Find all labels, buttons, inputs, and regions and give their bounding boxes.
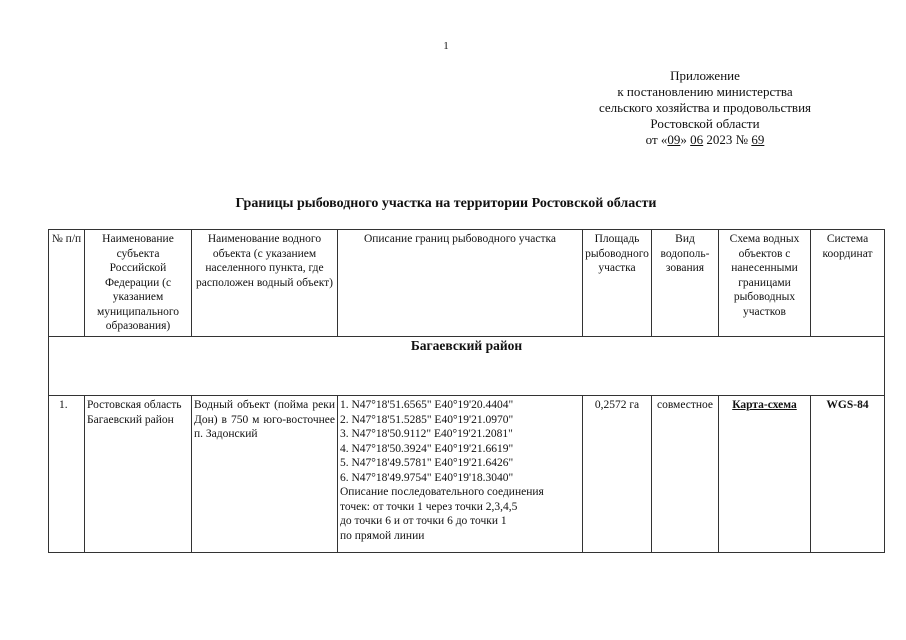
- date-year: 2023 №: [703, 132, 752, 147]
- appendix-line: к постановлению министерства: [617, 84, 793, 99]
- coordinate-point: 4. N47°18'50.3924" E40°19'21.6619": [340, 442, 514, 455]
- row-subject: Ростовская область Багаевский район: [85, 396, 192, 553]
- row-boundaries: [338, 396, 583, 553]
- header-cell-area: Площадь рыбоводного участка: [583, 230, 652, 337]
- header-cell-subject: Наименование субъекта Российской Федерации (с указанием муниципального образования): [85, 230, 192, 337]
- date-sep: »: [680, 132, 691, 147]
- doc-number: 69: [751, 132, 765, 147]
- row-area: 0,2572 га: [583, 396, 652, 553]
- table-row: [49, 396, 885, 553]
- header-cell-usage-type: Вид водополь-зования: [652, 230, 719, 337]
- coordinate-point: 1. N47°18'51.6565" E40°19'20.4404": [340, 399, 514, 411]
- row-number: 1.: [49, 396, 85, 553]
- coordinate-point: 6. N47°18'49.9754" E40°19'18.3040": [340, 471, 514, 484]
- header-cell-boundaries: Описание границ рыбоводного участка: [338, 230, 583, 337]
- district-row: [49, 337, 885, 396]
- document-title: Границы рыбоводного участка на территории Ростовской области: [235, 196, 657, 211]
- header-cell-water-object: Наименование водного объекта (с указанием населенного пункта, где расположен водный объект): [192, 230, 338, 337]
- appendix-date-line: [540, 132, 870, 148]
- row-usage-type: [652, 396, 719, 553]
- boundaries-table: [48, 229, 885, 553]
- appendix-line: сельского хозяйства и продовольствия: [598, 100, 812, 115]
- usage-type-text: совместное: [656, 399, 714, 411]
- header-cell-coordinate-system: Система координат: [811, 230, 885, 337]
- coordinate-point: 5. N47°18'49.5781" E40°19'21.6426": [340, 457, 514, 469]
- row-coordinate-system: WGS-84: [811, 396, 885, 553]
- connection-description-line: по прямой линии: [340, 529, 425, 542]
- date-month: 06: [690, 132, 704, 147]
- row-water-object: Водный объект (пойма реки Дон) в 750 м юго-восточнее п. Задонский: [192, 396, 338, 553]
- header-cell-map-scheme: Схема водных объектов с нанесенными границами рыбоводных участков: [719, 230, 811, 337]
- date-day: 09: [667, 132, 681, 147]
- map-scheme-link[interactable]: Карта-схема: [732, 399, 797, 411]
- connection-description-line: точек: от точки 1 через точки 2,3,4,5: [340, 500, 518, 513]
- coordinate-point: 2. N47°18'51.5285" E40°19'21.0970": [340, 413, 514, 426]
- page-number: 1: [443, 40, 449, 52]
- appendix-line: Приложение: [670, 68, 740, 83]
- table-header-row: [49, 230, 885, 337]
- coordinate-point: 3. N47°18'50.9112" E40°19'21.2081": [340, 428, 513, 440]
- connection-description-line: до точки 6 и от точки 6 до точки 1: [340, 515, 507, 527]
- appendix-header: [540, 68, 870, 148]
- connection-description-line: Описание последовательного соединения: [340, 486, 544, 498]
- district-name: Багаевский район: [49, 337, 885, 396]
- row-map-scheme: [719, 396, 811, 553]
- date-prefix: от «: [645, 132, 668, 147]
- header-cell-number: № п/п: [49, 230, 85, 337]
- appendix-line: Ростовской области: [650, 116, 760, 131]
